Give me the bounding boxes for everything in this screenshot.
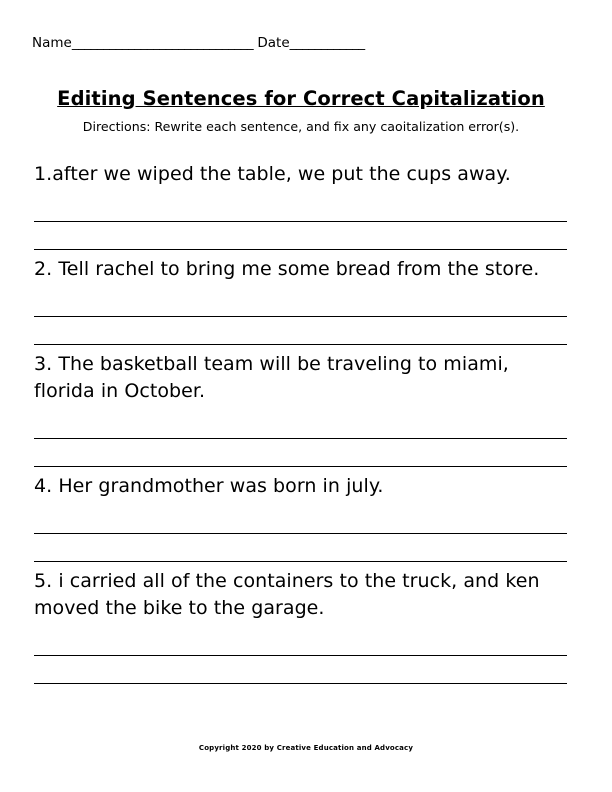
answer-line[interactable] [34, 628, 567, 656]
answer-lines[interactable] [34, 411, 572, 467]
name-blank-rule[interactable]: _____________________________ [71, 35, 254, 51]
question-sentence [34, 351, 572, 405]
question-text: i carried all of the containers to the truck, and ken moved the bike to the garage. [34, 569, 540, 619]
date-blank-rule[interactable]: ____________ [289, 35, 365, 51]
question-number: 2. [34, 257, 53, 280]
answer-lines[interactable] [34, 628, 572, 684]
question-text: Tell rachel to bring me some bread from the store. [58, 257, 540, 280]
question-number: 1. [34, 163, 53, 185]
answer-line[interactable] [34, 317, 567, 345]
list-item [30, 161, 572, 250]
question-sentence [34, 256, 572, 283]
answer-lines[interactable] [34, 506, 572, 562]
question-text: Her grandmother was born in july. [58, 474, 384, 497]
name-label: Name [32, 35, 72, 51]
question-sentence [34, 568, 572, 622]
list-item [30, 351, 572, 467]
page-title: Editing Sentences for Correct Capitalization [57, 87, 545, 110]
answer-line[interactable] [34, 656, 567, 684]
answer-lines[interactable] [34, 194, 572, 250]
question-text: The basketball team will be traveling to miami, florida in October. [34, 352, 509, 402]
answer-line[interactable] [34, 222, 567, 250]
question-number: 5. [34, 569, 53, 592]
question-number: 3. [34, 352, 53, 375]
list-item [30, 473, 572, 562]
name-date-line [32, 35, 572, 51]
list-item [30, 256, 572, 345]
question-number: 4. [34, 474, 53, 497]
question-sentence [34, 473, 572, 500]
question-text: after we wiped the table, we put the cups away. [52, 163, 511, 185]
answer-lines[interactable] [34, 289, 572, 345]
date-label: Date [257, 35, 290, 51]
directions-text: Directions: Rewrite each sentence, and fix any caoitalization error(s). [82, 119, 520, 134]
answer-line[interactable] [34, 194, 567, 222]
answer-line[interactable] [34, 506, 567, 534]
answer-line[interactable] [34, 289, 567, 317]
question-sentence [34, 161, 572, 188]
copyright-notice: Copyright 2020 by Creative Education and Advocacy [198, 744, 414, 752]
answer-line[interactable] [34, 534, 567, 562]
answer-line[interactable] [34, 439, 567, 467]
list-item [30, 568, 572, 684]
answer-line[interactable] [34, 411, 567, 439]
questions-list [30, 161, 572, 684]
